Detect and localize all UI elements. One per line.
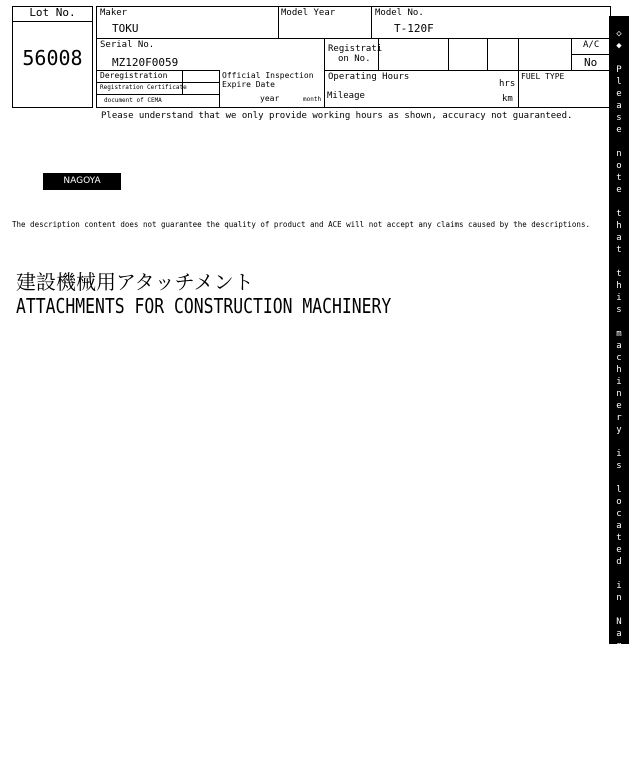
operating-hours-label: Operating Hours [328,72,410,82]
lot-label: Lot No. [12,6,93,22]
registration-label-2: on No. [338,54,371,64]
disclaimer-text: The description content does not guarantee the quality of product and ACE will not accept any claims caused by the descriptions. [12,220,590,229]
inspection-month-label: month [303,96,322,103]
side-banner-char: l [616,485,622,495]
hours-accuracy-note: Please understand that we only provide working hours as shown, accuracy not guaranteed. [101,111,573,121]
grid-col-line [324,38,325,108]
side-banner-char [616,604,621,616]
ac-value: No [584,56,598,69]
cema-document-label: document of CEMA [104,97,162,104]
side-banner-char: g [616,641,622,651]
side-banner-char: e [616,185,622,195]
side-banner-char: h [616,221,622,231]
side-banner-char: h [616,365,622,375]
grid-row-line [96,82,219,83]
side-banner-char: s [616,113,622,123]
side-banner-char: ◇ [616,29,622,39]
side-banner-char [616,52,621,64]
side-banner-char: e [616,125,622,135]
side-banner-char [616,688,621,700]
side-banner-char: n [616,149,622,159]
model-no-value: T-120F [394,22,434,35]
inspection-year-label: year [260,94,280,103]
side-banner-char: Y [616,701,622,711]
grid-row-line [96,94,219,95]
side-banner-char: r [616,413,622,423]
deregistration-label: Deregistration [100,71,168,80]
side-banner-char: ◆ [616,761,622,771]
side-banner-char: n [616,593,622,603]
side-banner-char: a [616,713,622,723]
grid-row-line [96,38,611,39]
side-banner-char: r [616,725,622,735]
side-banner-char [616,316,621,328]
side-banner-char: a [616,629,622,639]
location-badge: NAGOYA [43,173,121,190]
lot-number: 56008 [22,46,83,70]
grid-row-line [324,70,611,71]
ac-label: A/C [583,40,600,50]
side-banner-char: a [616,521,622,531]
fuel-type-label: FUEL TYPE [521,72,565,81]
side-banner-char: e [616,401,622,411]
side-banner-char: i [616,449,622,459]
side-banner-char: y [616,665,622,675]
side-banner-char: y [616,425,622,435]
maker-label: Maker [100,8,128,18]
grid-col-line [219,70,220,108]
grid-col-line [487,38,488,70]
title-english: ATTACHMENTS FOR CONSTRUCTION MACHINERY [16,294,392,318]
side-banner-char: P [616,65,622,75]
side-banner-char: ◆ [616,41,622,51]
side-banner-char [616,472,621,484]
side-banner-char: e [616,545,622,555]
side-banner-char: l [616,77,622,87]
side-banner-char: a [616,677,622,687]
side-banner-char: i [616,377,622,387]
side-banner-char: c [616,509,622,519]
side-banner-char: s [616,305,622,315]
side-banner-char: o [616,497,622,507]
side-banner-char [616,436,621,448]
hours-unit: hrs [499,79,516,89]
serial-value: MZ120F0059 [112,56,179,69]
side-banner-char: d [616,737,622,747]
side-banner-char [616,196,621,208]
registration-label: Registrati [328,44,383,54]
side-banner-char: a [616,101,622,111]
side-banner-char: t [616,173,622,183]
maker-value: TOKU [112,22,139,35]
mileage-label: Mileage [327,91,365,101]
side-banner-char: h [616,281,622,291]
side-banner-char [616,748,621,760]
grid-row-line [571,54,611,55]
side-banner-char: n [616,389,622,399]
side-banner-char [616,568,621,580]
side-banner-char: a [616,233,622,243]
grid-col-line [448,38,449,70]
side-banner-char: m [616,329,622,339]
side-banner-char: t [616,269,622,279]
model-year-label: Model Year [281,8,336,18]
grid-col-line [518,38,519,108]
side-location-banner [609,16,629,783]
grid-col-line [371,6,372,38]
side-banner-char: t [616,533,622,543]
model-no-label: Model No. [375,8,424,18]
side-banner-char: t [616,245,622,255]
side-banner-char: d [616,557,622,567]
inspection-label: Official Inspection [222,71,314,80]
side-banner-char: a [616,341,622,351]
grid-col-line [378,38,379,70]
side-banner-char: N [616,617,622,627]
title-japanese: 建設機械用アタッチメント [16,270,254,294]
side-banner-char: i [616,293,622,303]
side-banner-char: o [616,653,622,663]
side-banner-char: c [616,353,622,363]
side-banner-char: t [616,209,622,219]
mileage-unit: km [502,94,513,104]
side-banner-char [616,256,621,268]
side-banner-char: s [616,461,622,471]
side-banner-char: o [616,161,622,171]
grid-col-line [278,6,279,38]
side-banner-char [616,136,621,148]
side-banner-char: e [616,89,622,99]
side-banner-text [609,28,629,784]
side-banner-char: ◇ [616,773,622,783]
side-banner-char: i [616,581,622,591]
inspection-label-2: Expire Date [222,80,275,89]
registration-certificate-label: Registration Certificate [100,84,187,91]
grid-col-line [571,38,572,70]
serial-label: Serial No. [100,40,155,50]
